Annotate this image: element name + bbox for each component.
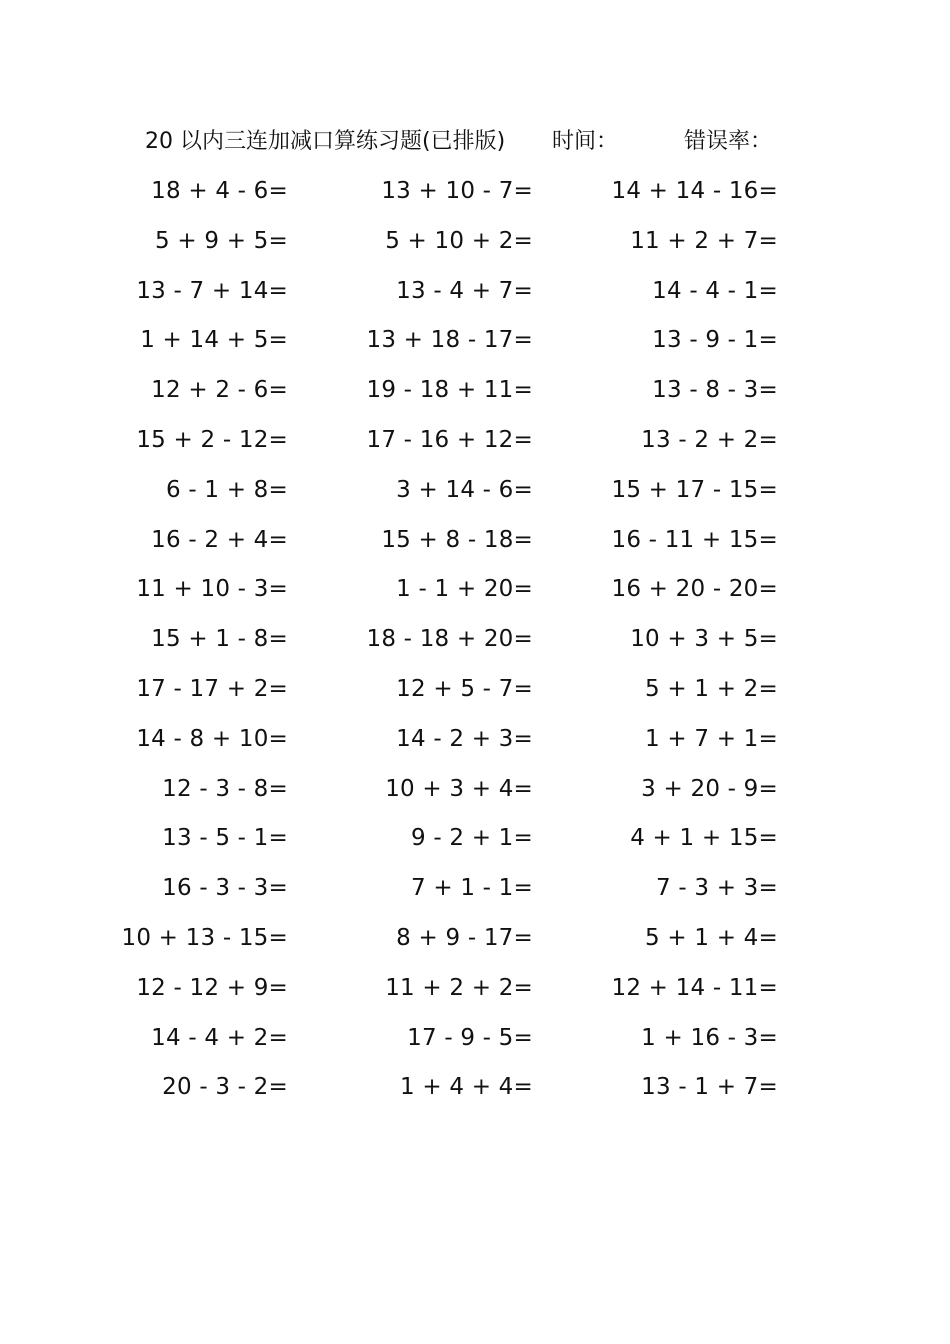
- arithmetic-problem: 17 - 16 + 12=: [366, 426, 533, 453]
- arithmetic-problem: 13 - 7 + 14=: [136, 277, 288, 304]
- problem-grid: [0, 172, 950, 1118]
- arithmetic-problem: 14 - 4 - 1=: [652, 277, 778, 304]
- arithmetic-problem: 1 - 1 + 20=: [396, 576, 533, 603]
- arithmetic-problem: 10 + 13 - 15=: [121, 924, 288, 951]
- problem-row: [0, 819, 950, 869]
- problem-row: [0, 272, 950, 322]
- arithmetic-problem: 11 + 2 + 7=: [630, 227, 778, 254]
- arithmetic-problem: 16 + 20 - 20=: [611, 576, 778, 603]
- arithmetic-problem: 6 - 1 + 8=: [166, 476, 288, 503]
- arithmetic-problem: 11 + 2 + 2=: [385, 974, 533, 1001]
- arithmetic-problem: 1 + 14 + 5=: [140, 327, 288, 354]
- arithmetic-problem: 15 + 2 - 12=: [136, 426, 288, 453]
- arithmetic-problem: 13 - 4 + 7=: [396, 277, 533, 304]
- problem-row: [0, 521, 950, 571]
- problem-row: [0, 720, 950, 770]
- arithmetic-problem: 15 + 1 - 8=: [151, 626, 288, 653]
- problem-row: [0, 570, 950, 620]
- arithmetic-problem: 4 + 1 + 15=: [630, 825, 778, 852]
- arithmetic-problem: 14 - 2 + 3=: [396, 725, 533, 752]
- error-rate-label: 错误率：: [684, 129, 773, 154]
- problem-row: [0, 1019, 950, 1069]
- time-label: 时间：: [552, 129, 619, 154]
- page-title: 20 以内三连加减口算练习题(已排版): [145, 129, 506, 154]
- problem-row: [0, 421, 950, 471]
- arithmetic-problem: 1 + 7 + 1=: [645, 725, 778, 752]
- problem-row: [0, 1068, 950, 1118]
- arithmetic-problem: 20 - 3 - 2=: [162, 1074, 288, 1101]
- arithmetic-problem: 8 + 9 - 17=: [396, 924, 533, 951]
- arithmetic-problem: 5 + 9 + 5=: [155, 227, 288, 254]
- arithmetic-problem: 14 - 8 + 10=: [136, 725, 288, 752]
- worksheet-header: [0, 126, 950, 158]
- arithmetic-problem: 10 + 3 + 4=: [385, 775, 533, 802]
- arithmetic-problem: 11 + 10 - 3=: [136, 576, 288, 603]
- arithmetic-problem: 14 + 14 - 16=: [611, 178, 778, 204]
- problem-row: [0, 919, 950, 969]
- problem-row: [0, 969, 950, 1019]
- arithmetic-problem: 16 - 2 + 4=: [151, 526, 288, 553]
- problem-row: [0, 471, 950, 521]
- arithmetic-problem: 13 - 1 + 7=: [641, 1074, 778, 1101]
- arithmetic-problem: 10 + 3 + 5=: [630, 626, 778, 653]
- arithmetic-problem: 13 - 9 - 1=: [652, 327, 778, 354]
- problem-row: [0, 869, 950, 919]
- arithmetic-problem: 12 + 2 - 6=: [151, 377, 288, 404]
- arithmetic-problem: 16 - 11 + 15=: [611, 526, 778, 553]
- arithmetic-problem: 5 + 10 + 2=: [385, 227, 533, 254]
- arithmetic-problem: 13 - 2 + 2=: [641, 426, 778, 453]
- arithmetic-problem: 12 + 14 - 11=: [611, 974, 778, 1001]
- arithmetic-problem: 15 + 8 - 18=: [381, 526, 533, 553]
- arithmetic-problem: 3 + 14 - 6=: [396, 476, 533, 503]
- arithmetic-problem: 17 - 17 + 2=: [136, 675, 288, 702]
- arithmetic-problem: 9 - 2 + 1=: [411, 825, 533, 852]
- arithmetic-problem: 18 + 4 - 6=: [151, 178, 288, 204]
- problem-row: [0, 770, 950, 820]
- problem-row: [0, 371, 950, 421]
- problem-row: [0, 670, 950, 720]
- problem-row: [0, 321, 950, 371]
- arithmetic-problem: 15 + 17 - 15=: [611, 476, 778, 503]
- arithmetic-problem: 1 + 16 - 3=: [641, 1024, 778, 1051]
- problem-row: [0, 222, 950, 272]
- problem-row: [0, 172, 950, 222]
- arithmetic-problem: 17 - 9 - 5=: [407, 1024, 533, 1051]
- arithmetic-problem: 5 + 1 + 2=: [645, 675, 778, 702]
- arithmetic-problem: 3 + 20 - 9=: [641, 775, 778, 802]
- arithmetic-problem: 19 - 18 + 11=: [366, 377, 533, 404]
- arithmetic-problem: 12 - 12 + 9=: [136, 974, 288, 1001]
- arithmetic-problem: 13 + 10 - 7=: [381, 178, 533, 204]
- arithmetic-problem: 1 + 4 + 4=: [400, 1074, 533, 1101]
- arithmetic-problem: 13 - 5 - 1=: [162, 825, 288, 852]
- arithmetic-problem: 12 + 5 - 7=: [396, 675, 533, 702]
- arithmetic-problem: 12 - 3 - 8=: [162, 775, 288, 802]
- arithmetic-problem: 13 - 8 - 3=: [652, 377, 778, 404]
- arithmetic-problem: 16 - 3 - 3=: [162, 875, 288, 902]
- arithmetic-problem: 13 + 18 - 17=: [366, 327, 533, 354]
- arithmetic-problem: 18 - 18 + 20=: [366, 626, 533, 653]
- arithmetic-problem: 7 - 3 + 3=: [656, 875, 778, 902]
- arithmetic-problem: 5 + 1 + 4=: [645, 924, 778, 951]
- problem-row: [0, 620, 950, 670]
- arithmetic-problem: 7 + 1 - 1=: [411, 875, 533, 902]
- arithmetic-problem: 14 - 4 + 2=: [151, 1024, 288, 1051]
